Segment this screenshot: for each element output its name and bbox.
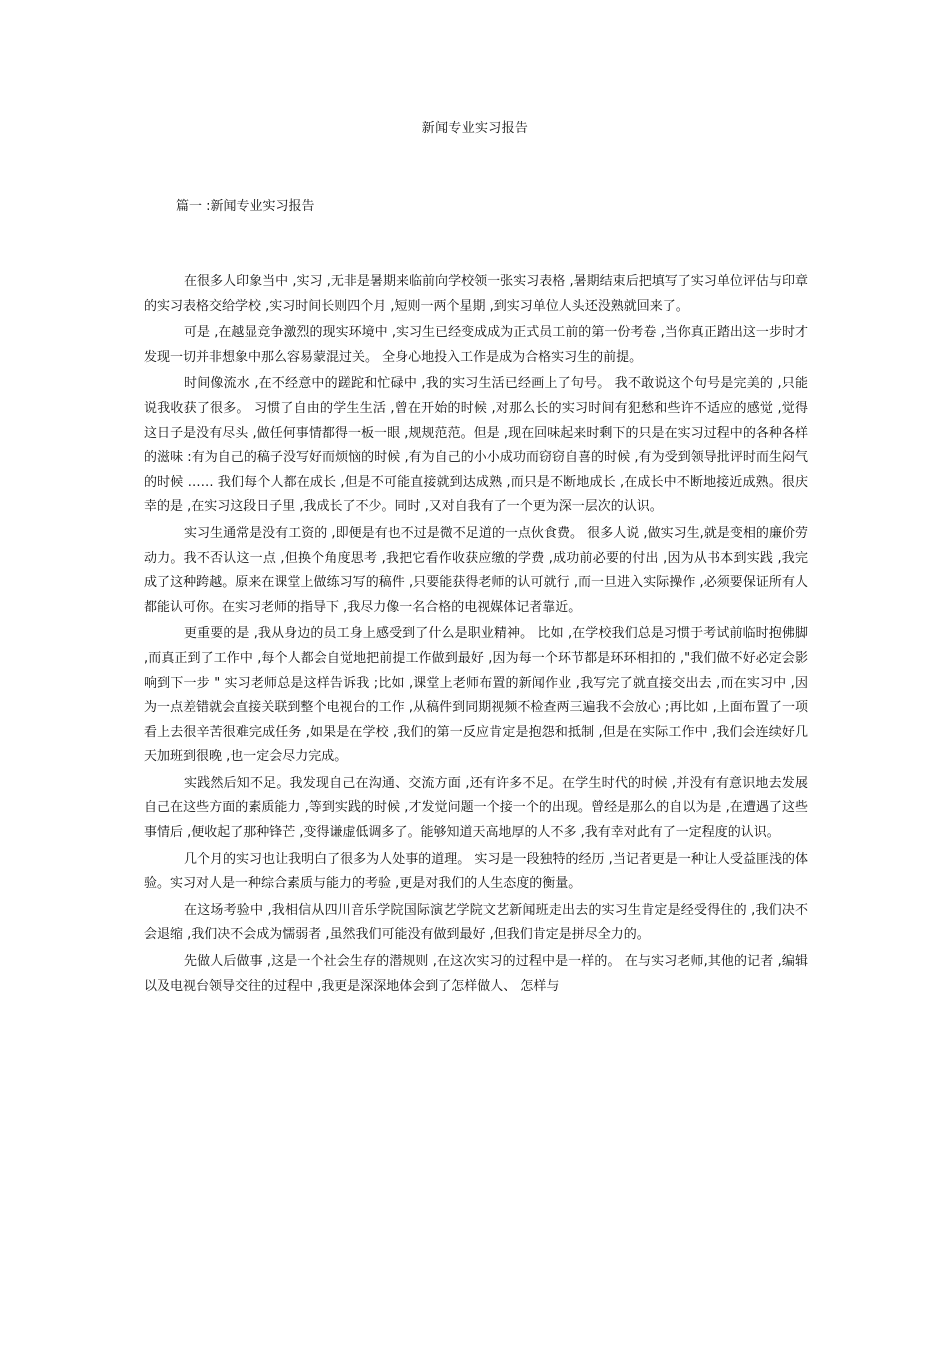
- document-title: 新闻专业实习报告: [421, 121, 529, 136]
- paragraph: 先做人后做事 ,这是一个社会生存的潜规则 ,在这次实习的过程中是一样的。 在与实习老师,其他的记者 ,编辑以及电视台领导交往的过程中 ,我更是深深地体会到了怎样做人、 怎样与: [144, 954, 808, 994]
- paragraph: 更重要的是 ,我从身边的员工身上感受到了什么是职业精神。 比如 ,在学校我们总是习惯于考试前临时抱佛脚 ,而真正到了工作中 ,每个人都会自觉地把前提工作做到最好 ,因为每一个环节都是环环相扣的 ,"我们做不好必定会影响到下一步 " 实习老师总是这样告诉我 ;比如 ,课堂上老师布置的新闻作业 ,我写完了就直接交出去 ,而在实习中 ,因为一点差错就会直接关联到整个电视台的工作 ,从稿件到同期视频不检查两三遍我不会放心 ;再比如 ,上面布置了一项看上去很辛苦很难完成任务 ,如果是在学校 ,我们的第一反应肯定是抱怨和抵制 ,但是在实际工作中 ,我们会连续好几天加班到很晚 ,也一定会尽力完成。: [144, 626, 808, 765]
- paragraph: 时间像流水 ,在不经意中的蹉跎和忙碌中 ,我的实习生活已经画上了句号。 我不敢说这个句号是完美的 ,只能说我收获了很多。 习惯了自由的学生生活 ,曾在开始的时候 ,对那么长的实习时间有犯愁和些许不适应的感觉 ,觉得这日子是没有尽头 ,做任何事情都得一板一眼 ,规规范范。但是 ,现在回味起来时剩下的只是在实习过程中的各种各样的滋味 :有为自己的稿子没写好而烦恼的时候 ,有为自己的小小成功而窃窃自喜的时候 ,有为受到领导批评时而生闷气的时候 …… 我们每个人都在成长 ,但是不可能直接就到达成熟 ,而只是不断地成长 ,在成长中不断地接近成熟。很庆幸的是 ,在实习这段日子里 ,我成长了不少。同时 ,又对自我有了一个更为深一层次的认识。: [144, 376, 808, 515]
- paragraph: 实践然后知不足。我发现自己在沟通、交流方面 ,还有许多不足。在学生时代的时候 ,并没有有意识地去发展自己在这些方面的素质能力 ,等到实践的时候 ,才发觉问题一个接一个的出现。曾经是那么的自以为是 ,在遭遇了这些事情后 ,便收起了那种锋芒 ,变得谦虚低调多了。能够知道天高地厚的人不多 ,我有幸对此有了一定程度的认识。: [144, 775, 808, 841]
- paragraph: 在很多人印象当中 ,实习 ,无非是暑期来临前向学校领一张实习表格 ,暑期结束后把填写了实习单位评估与印章的实习表格交给学校 ,实习时间长则四个月 ,短则一两个星期 ,到实习单位人头还没熟就回来了。: [144, 274, 808, 314]
- paragraph: 实习生通常是没有工资的 ,即便是有也不过是微不足道的一点伙食费。 很多人说 ,做实习生,就是变相的廉价劳动力。我不否认这一点 ,但换个角度思考 ,我把它看作收获应缴的学费 ,成功前必要的付出 ,因为从书本到实践 ,我完成了这种跨越。原来在课堂上做练习写的稿件 ,只要能获得老师的认可就行 ,而一旦进入实际操作 ,必须要保证所有人都能认可你。在实习老师的指导下 ,我尽力像一名合格的电视媒体记者靠近。: [144, 525, 808, 615]
- section-title: 篇一 :新闻专业实习报告: [176, 199, 315, 214]
- paragraph: 可是 ,在越显竞争激烈的现实环境中 ,实习生已经变成成为正式员工前的第一份考卷 ,当你真正踏出这一步时才发现一切并非想象中那么容易蒙混过关。 全身心地投入工作是成为合格实习生的前提。: [144, 325, 808, 365]
- report-body: [144, 270, 808, 1001]
- paragraph: 在这场考验中 ,我相信从四川音乐学院国际演艺学院文艺新闻班走出去的实习生肯定是经受得住的 ,我们决不会退缩 ,我们决不会成为懦弱者 ,虽然我们可能没有做到最好 ,但我们肯定是拼尽全力的。: [144, 902, 808, 943]
- paragraph: 几个月的实习也让我明白了很多为人处事的道理。 实习是一段独特的经历 ,当记者更是一种让人受益匪浅的体验。实习对人是一种综合素质与能力的考验 ,更是对我们的人生态度的衡量。: [144, 851, 808, 892]
